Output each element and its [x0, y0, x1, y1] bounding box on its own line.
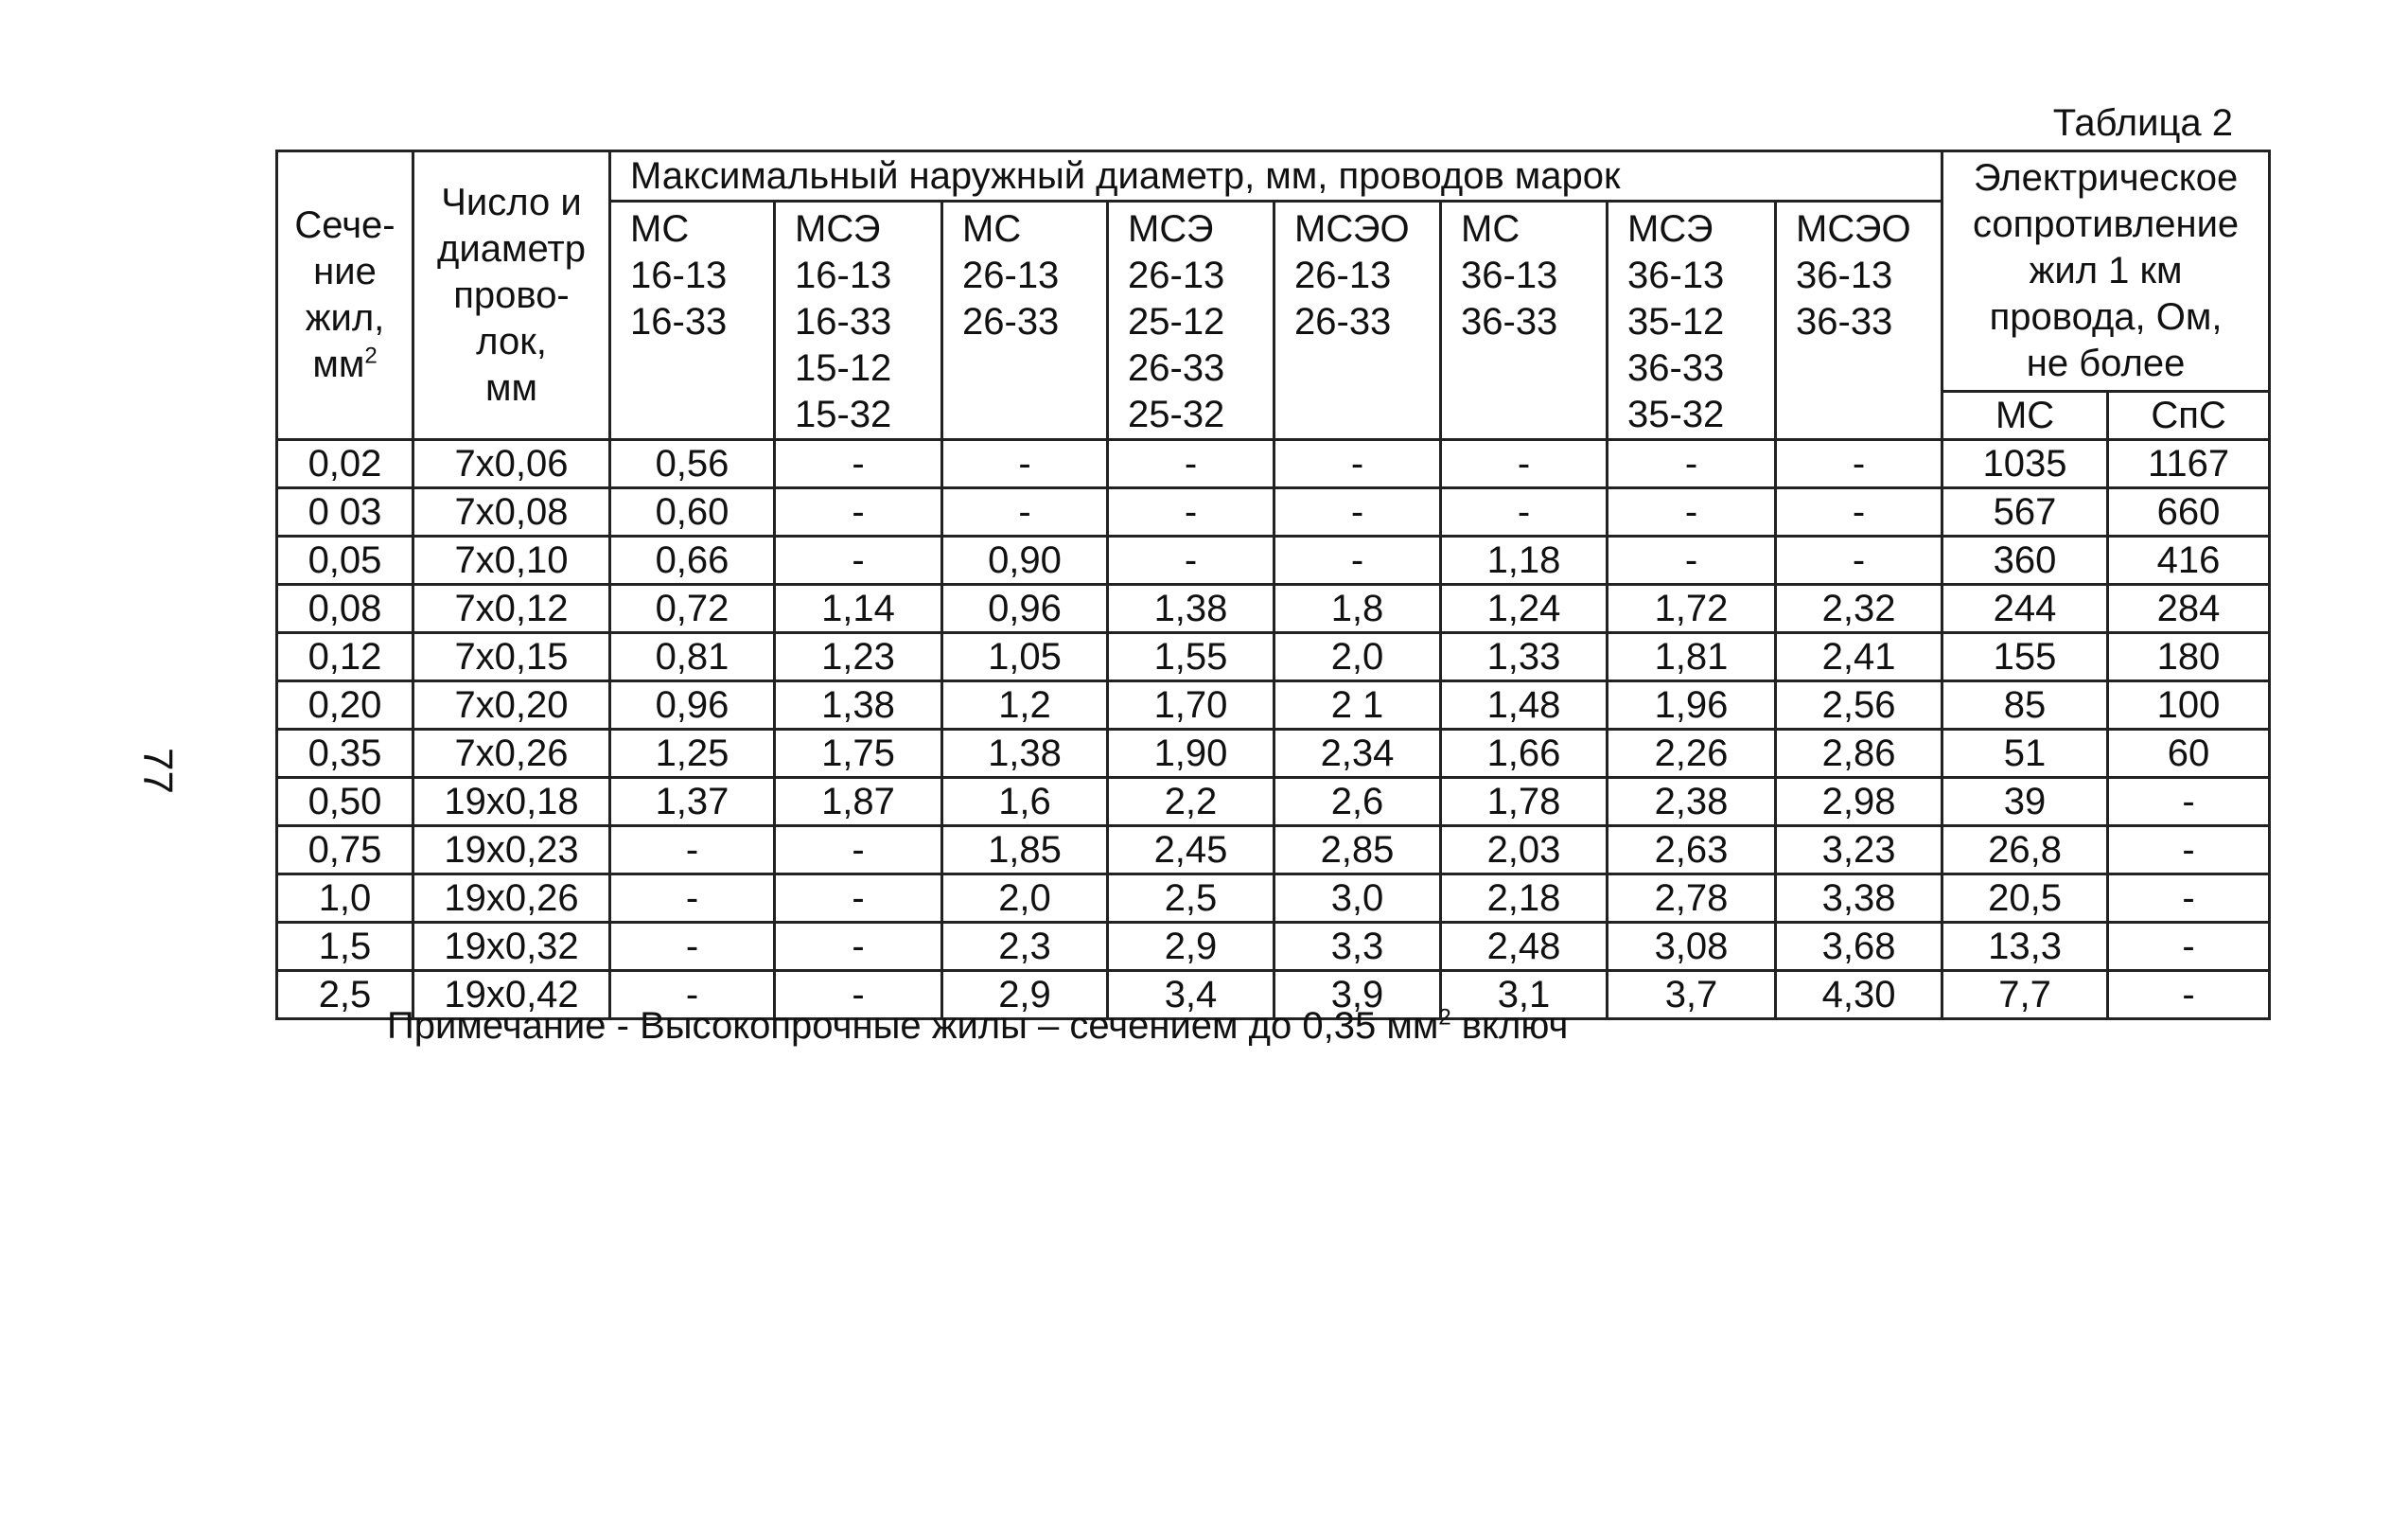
table-cell: 3,23 — [1776, 826, 1942, 874]
table-cell: - — [2108, 826, 2270, 874]
header-brand: МСЭ 36-13 35-12 36-33 35-32 — [1608, 202, 1776, 440]
table-cell: 2,78 — [1608, 874, 1776, 923]
table-cell: 1,78 — [1441, 778, 1608, 826]
table-row — [277, 826, 2270, 874]
table-cell: 85 — [1942, 681, 2108, 730]
table-cell: - — [1274, 440, 1441, 488]
table-cell: 660 — [2108, 488, 2270, 537]
header-brand: МС 16-13 16-33 — [610, 202, 775, 440]
table-cell: 1,96 — [1608, 681, 1776, 730]
table-cell: 3,9 — [1274, 971, 1441, 1019]
table-cell: 0,96 — [610, 681, 775, 730]
table-cell: 0,50 — [277, 778, 413, 826]
table-cell: 1,0 — [277, 874, 413, 923]
table-cell: 1,25 — [610, 730, 775, 778]
table-cell: 1,72 — [1608, 585, 1776, 633]
header-wires: Число и диаметр прово- лок, мм — [413, 151, 610, 440]
table-cell: 2,3 — [942, 923, 1108, 971]
table-cell: 0,20 — [277, 681, 413, 730]
table-cell: 1,33 — [1441, 633, 1608, 681]
table-cell: 2,5 — [1108, 874, 1274, 923]
table-cell: 1,14 — [775, 585, 942, 633]
header-brand: МСЭО 36-13 36-33 — [1776, 202, 1942, 440]
table-cell: 19х0,26 — [413, 874, 610, 923]
table-cell: - — [942, 440, 1108, 488]
table-cell: 0,66 — [610, 537, 775, 585]
table-cell: 2,0 — [1274, 633, 1441, 681]
page-number: 77 — [134, 748, 181, 794]
table-cell: 2 1 — [1274, 681, 1441, 730]
table-cell: 1,8 — [1274, 585, 1441, 633]
table-cell: 2,41 — [1776, 633, 1942, 681]
table-cell: 60 — [2108, 730, 2270, 778]
table-cell: 2,9 — [1108, 923, 1274, 971]
table-cell: 1,5 — [277, 923, 413, 971]
table-cell: 2,26 — [1608, 730, 1776, 778]
table-cell: - — [775, 440, 942, 488]
table-cell: 0,35 — [277, 730, 413, 778]
table-cell: - — [1776, 440, 1942, 488]
header-brand: МС 26-13 26-33 — [942, 202, 1108, 440]
table-cell: 3,08 — [1608, 923, 1776, 971]
table-cell: 2,9 — [942, 971, 1108, 1019]
table-cell: 19х0,32 — [413, 923, 610, 971]
table-cell: 2,03 — [1441, 826, 1608, 874]
table-cell: 1,75 — [775, 730, 942, 778]
table-row — [277, 778, 2270, 826]
table-cell: 7х0,12 — [413, 585, 610, 633]
header-res-sps: СпС — [2108, 392, 2270, 440]
table-cell: 26,8 — [1942, 826, 2108, 874]
table-cell: 20,5 — [1942, 874, 2108, 923]
table-body — [277, 440, 2270, 1019]
table-cell: 1167 — [2108, 440, 2270, 488]
table-cell: - — [1274, 488, 1441, 537]
header-brand: МСЭ 26-13 25-12 26-33 25-32 — [1108, 202, 1274, 440]
table-cell: - — [1108, 488, 1274, 537]
table-cell: 7х0,26 — [413, 730, 610, 778]
table-cell: 0 03 — [277, 488, 413, 537]
table-cell: 19х0,23 — [413, 826, 610, 874]
table-cell: 3,3 — [1274, 923, 1441, 971]
table-cell: 2,48 — [1441, 923, 1608, 971]
header-brand: МСЭ 16-13 16-33 15-12 15-32 — [775, 202, 942, 440]
table-cell: 2,0 — [942, 874, 1108, 923]
table-cell: - — [775, 923, 942, 971]
table-cell: 2,18 — [1441, 874, 1608, 923]
table-row — [277, 874, 2270, 923]
table-cell: 0,81 — [610, 633, 775, 681]
table-cell: - — [610, 874, 775, 923]
table-cell: 2,34 — [1274, 730, 1441, 778]
table-cell: 1,87 — [775, 778, 942, 826]
table-cell: 1,38 — [942, 730, 1108, 778]
table-cell: - — [1441, 440, 1608, 488]
table-cell: 1,24 — [1441, 585, 1608, 633]
table-cell: 2,98 — [1776, 778, 1942, 826]
table-cell: 2,5 — [277, 971, 413, 1019]
table-cell: 1,2 — [942, 681, 1108, 730]
table-cell: 1,38 — [1108, 585, 1274, 633]
header-brand: МС 36-13 36-33 — [1441, 202, 1608, 440]
table-cell: 2,2 — [1108, 778, 1274, 826]
table-cell: 1035 — [1942, 440, 2108, 488]
table-cell: 39 — [1942, 778, 2108, 826]
table-cell: 416 — [2108, 537, 2270, 585]
table-cell: 100 — [2108, 681, 2270, 730]
table-cell: - — [2108, 971, 2270, 1019]
table-cell: - — [775, 488, 942, 537]
table-cell: 2,45 — [1108, 826, 1274, 874]
table-cell: - — [775, 874, 942, 923]
header-section: Сече- ние жил, $мм^2$ — [277, 151, 413, 440]
table-cell: - — [1776, 488, 1942, 537]
header-res-ms: МС — [1942, 392, 2108, 440]
table-cell: 3,38 — [1776, 874, 1942, 923]
table-row — [277, 730, 2270, 778]
table-cell: 1,48 — [1441, 681, 1608, 730]
table-cell: 7,7 — [1942, 971, 2108, 1019]
table-row — [277, 488, 2270, 537]
table-cell: 7х0,08 — [413, 488, 610, 537]
table-cell: 1,6 — [942, 778, 1108, 826]
header-brand: МСЭО 26-13 26-33 — [1274, 202, 1441, 440]
table-cell: - — [1274, 537, 1441, 585]
table-cell: - — [775, 971, 942, 1019]
table-cell: - — [2108, 923, 2270, 971]
table-cell: - — [775, 537, 942, 585]
table-cell: - — [775, 826, 942, 874]
table-cell: - — [1108, 440, 1274, 488]
table-cell: 7х0,15 — [413, 633, 610, 681]
table-cell: 0,12 — [277, 633, 413, 681]
table-cell: 155 — [1942, 633, 2108, 681]
table-cell: - — [1608, 537, 1776, 585]
table-cell: 1,18 — [1441, 537, 1608, 585]
table-row — [277, 681, 2270, 730]
table-row — [277, 440, 2270, 488]
table-cell: 1,38 — [775, 681, 942, 730]
table-cell: 2,32 — [1776, 585, 1942, 633]
table-cell: - — [610, 826, 775, 874]
table-cell: - — [2108, 778, 2270, 826]
table-cell: 2,38 — [1608, 778, 1776, 826]
table-cell: 3,0 — [1274, 874, 1441, 923]
table-cell: 7х0,10 — [413, 537, 610, 585]
table-cell: 1,37 — [610, 778, 775, 826]
table-cell: 3,1 — [1441, 971, 1608, 1019]
table-cell: 1,85 — [942, 826, 1108, 874]
table-cell: 19х0,42 — [413, 971, 610, 1019]
table-cell: - — [610, 923, 775, 971]
table-cell: 2,63 — [1608, 826, 1776, 874]
table-cell: 2,86 — [1776, 730, 1942, 778]
table-cell: 0,56 — [610, 440, 775, 488]
table-cell: - — [942, 488, 1108, 537]
table-cell: 19х0,18 — [413, 778, 610, 826]
table-cell: 7х0,06 — [413, 440, 610, 488]
data-table — [275, 150, 2271, 1020]
table-row — [277, 633, 2270, 681]
table-cell: 244 — [1942, 585, 2108, 633]
table-cell: - — [1108, 537, 1274, 585]
table-cell: 7х0,20 — [413, 681, 610, 730]
table-cell: 1,90 — [1108, 730, 1274, 778]
table-cell: 2,56 — [1776, 681, 1942, 730]
table-cell: 0,02 — [277, 440, 413, 488]
table-cell: 0,08 — [277, 585, 413, 633]
table-cell: 1,81 — [1608, 633, 1776, 681]
table-cell: 1,66 — [1441, 730, 1608, 778]
table-cell: 51 — [1942, 730, 2108, 778]
table-cell: 360 — [1942, 537, 2108, 585]
table-cell: 3,4 — [1108, 971, 1274, 1019]
table-cell: 1,05 — [942, 633, 1108, 681]
table-cell: 0,75 — [277, 826, 413, 874]
table-cell: 567 — [1942, 488, 2108, 537]
table-cell: 284 — [2108, 585, 2270, 633]
table-cell: - — [2108, 874, 2270, 923]
table-cell: 2,6 — [1274, 778, 1441, 826]
table-cell: 2,85 — [1274, 826, 1441, 874]
table-cell: 0,72 — [610, 585, 775, 633]
table-cell: 0,60 — [610, 488, 775, 537]
table-cell: - — [1776, 537, 1942, 585]
header-resistance: Электрическое сопротивление жил 1 км провода, Ом, не более — [1942, 151, 2270, 392]
table-cell: - — [1608, 440, 1776, 488]
table-cell: 3,68 — [1776, 923, 1942, 971]
table-cell: 0,90 — [942, 537, 1108, 585]
table-caption: Таблица 2 — [2052, 102, 2233, 144]
table-cell: - — [610, 971, 775, 1019]
table-cell: 4,30 — [1776, 971, 1942, 1019]
table-cell: 1,55 — [1108, 633, 1274, 681]
table-cell: 0,05 — [277, 537, 413, 585]
table-row — [277, 923, 2270, 971]
table-cell: - — [1441, 488, 1608, 537]
table-row — [277, 537, 2270, 585]
table-cell: 13,3 — [1942, 923, 2108, 971]
table-note: Примечание - Высокопрочные жилы – сечением до 0,35 $мм^2$ включ — [387, 1004, 1569, 1047]
header-max-diameter: Максимальный наружный диаметр, мм, проводов марок — [610, 151, 1942, 202]
table-cell: - — [1608, 488, 1776, 537]
table-cell: 1,70 — [1108, 681, 1274, 730]
table-cell: 0,96 — [942, 585, 1108, 633]
table-cell: 3,7 — [1608, 971, 1776, 1019]
table-cell: 1,23 — [775, 633, 942, 681]
table-row — [277, 585, 2270, 633]
table-cell: 180 — [2108, 633, 2270, 681]
